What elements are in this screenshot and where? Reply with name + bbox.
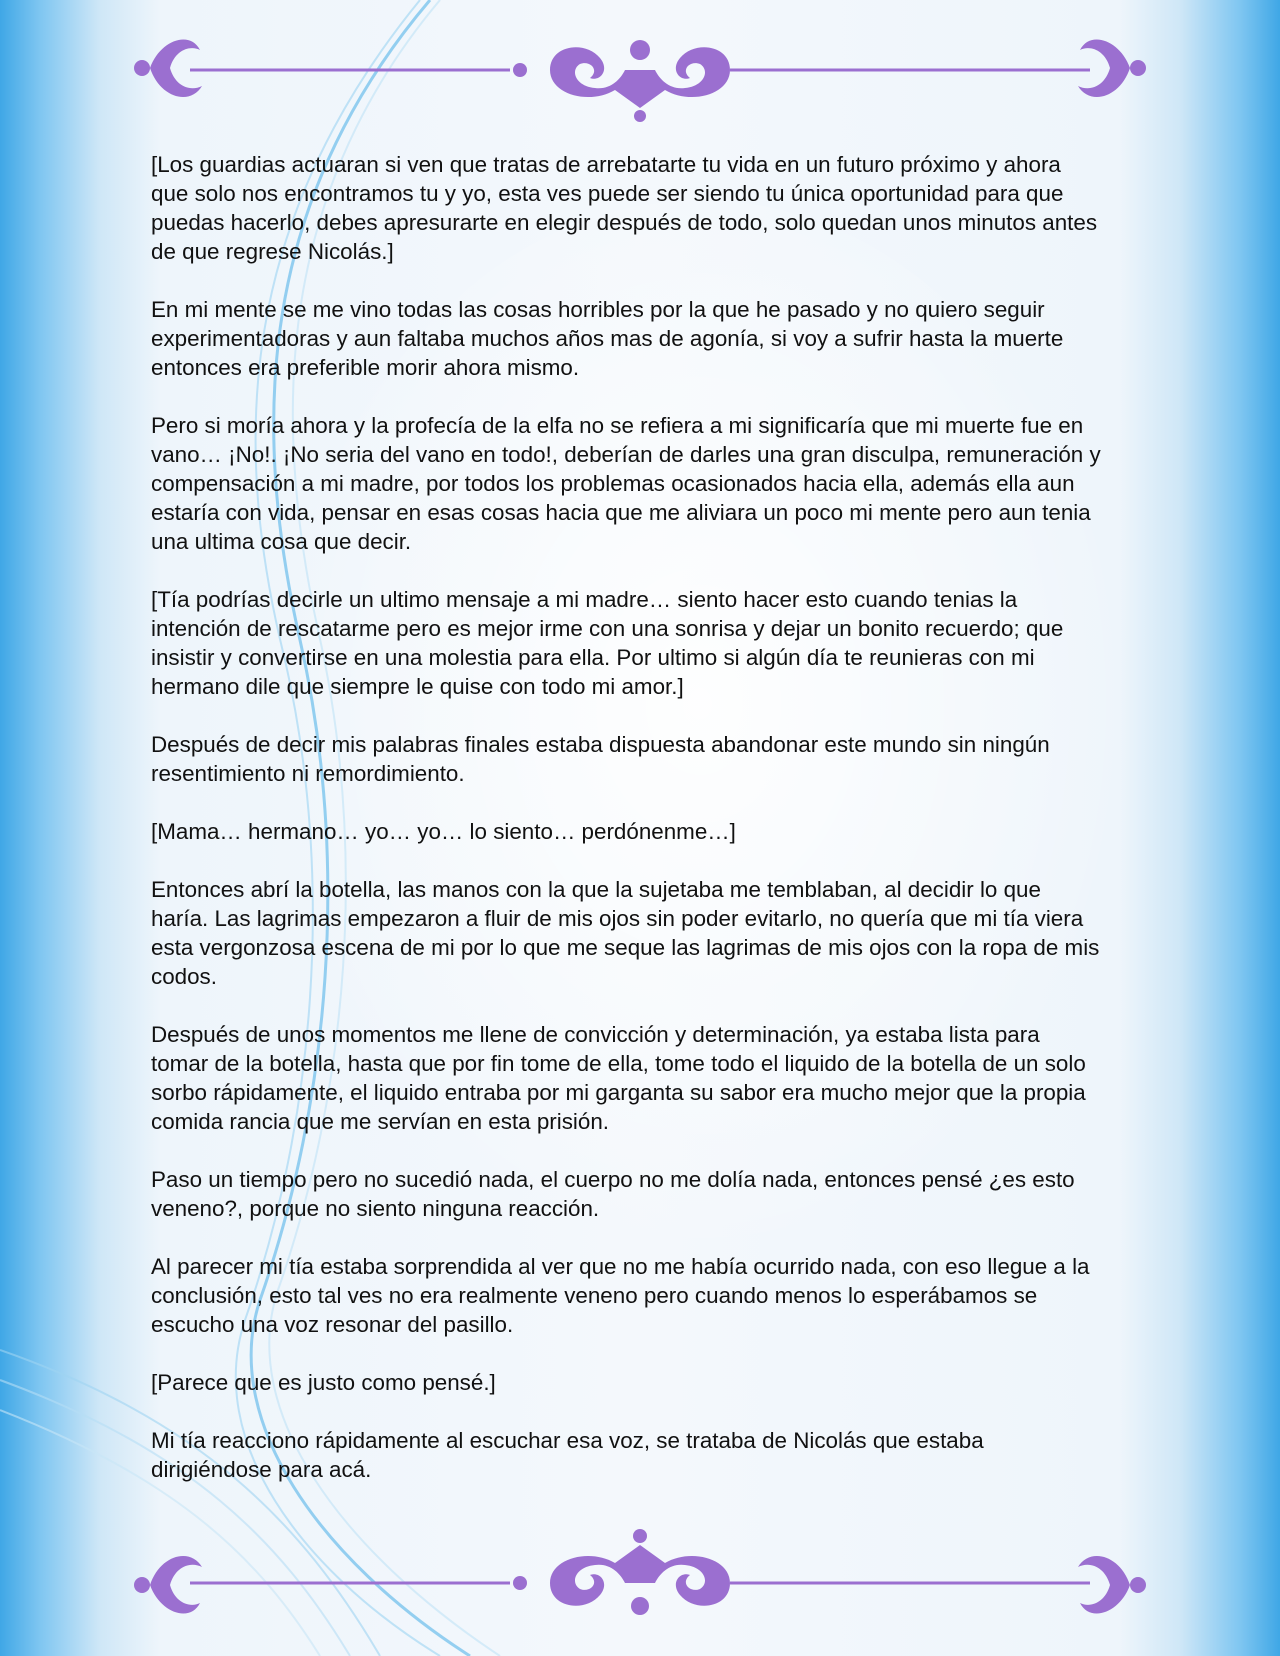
paragraph-6: [Mama… hermano… yo… yo… lo siento… perdónenme…] [151, 819, 736, 844]
document-body [151, 150, 1101, 1513]
top-flourish-divider-icon [130, 20, 1150, 130]
paragraph-2: En mi mente se me vino todas las cosas horribles por la que he pasado y no quiero seguir experimentadoras y aun faltaba muchos años mas de agonía, si voy a sufrir hasta la muerte entonces era preferible morir ahora mismo. [151, 297, 1064, 380]
paragraph-4: [Tía podrías decirle un ultimo mensaje a mi madre… siento hacer esto cuando tenias la intención de rescatarme pero es mejor irme con una sonrisa y dejar un bonito recuerdo; que insistir y convertirse en una molestia para ella. Por ultimo si algún día te reunieras con mi hermano dile que siempre le quise con todo mi amor.] [151, 587, 1064, 699]
paragraph-12: Mi tía reacciono rápidamente al escuchar esa voz, se trataba de Nicolás que estaba dirigiéndose para acá. [151, 1428, 984, 1482]
paragraph-10: Al parecer mi tía estaba sorprendida al ver que no me había ocurrido nada, con eso llegue a la conclusión, esto tal ves no era realmente veneno pero cuando menos lo esperábamos se escucho una voz resonar del pasillo. [151, 1254, 1090, 1337]
paragraph-9: Paso un tiempo pero no sucedió nada, el cuerpo no me dolía nada, entonces pensé ¿es esto veneno?, porque no siento ninguna reacción. [151, 1167, 1075, 1221]
paragraph-5: Después de decir mis palabras finales estaba dispuesta abandonar este mundo sin ningún resentimiento ni remordimiento. [151, 732, 1050, 786]
paragraph-11: [Parece que es justo como pensé.] [151, 1370, 496, 1395]
bottom-flourish-divider-icon [130, 1528, 1150, 1638]
paragraph-3: Pero si moría ahora y la profecía de la elfa no se refiera a mi significaría que mi muerte fue en vano… ¡No!. ¡No seria del vano en todo!, deberían de darles una gran disculpa, remuneración y compensación a mi madre, por todos los problemas ocasionados hacia ella, además ella aun estaría con vida, pensar en esas cosas hacia que me aliviara un poco mi mente pero aun tenia una ultima cosa que decir. [151, 413, 1101, 554]
paragraph-7: Entonces abrí la botella, las manos con la que la sujetaba me temblaban, al decidir lo que haría. Las lagrimas empezaron a fluir de mis ojos sin poder evitarlo, no quería que mi tía viera esta vergonzosa escena de mi por lo que me seque las lagrimas de mis ojos con la ropa de mis codos. [151, 877, 1100, 989]
paragraph-8: Después de unos momentos me llene de convicción y determinación, ya estaba lista para tomar de la botella, hasta que por fin tome de ella, tome todo el liquido de la botella de un solo sorbo rápidamente, el liquido entraba por mi garganta su sabor era mucho mejor que la propia comida rancia que me servían en esta prisión. [151, 1022, 1086, 1134]
paragraph-1: [Los guardias actuaran si ven que tratas de arrebatarte tu vida en un futuro próximo y ahora que solo nos encontramos tu y yo, esta ves puede ser siendo tu única oportunidad para que puedas hacerlo, debes apresurarte en elegir después de todo, solo quedan unos minutos antes de que regrese Nicolás.] [151, 152, 1098, 264]
